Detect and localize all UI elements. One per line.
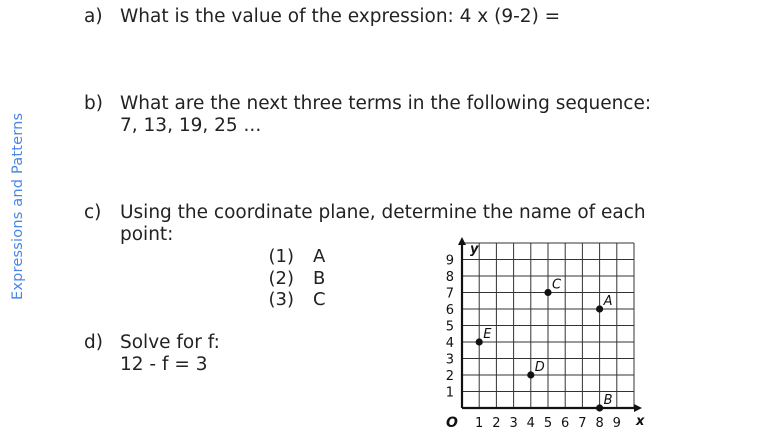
point-c xyxy=(544,289,551,296)
option-letter: A xyxy=(313,246,326,267)
point-label: B xyxy=(603,393,613,408)
point-label: A xyxy=(603,294,613,309)
section-title: Expressions and Patterns xyxy=(10,112,26,300)
axes xyxy=(458,237,642,412)
y-axis-label: y xyxy=(470,242,479,257)
y-tick-label: 1 xyxy=(445,385,454,401)
point-label: C xyxy=(552,277,562,293)
point-a xyxy=(596,305,603,312)
option-item xyxy=(262,268,326,290)
point-d xyxy=(527,371,534,378)
point-options-list xyxy=(262,246,326,311)
question-text: What are the next three terms in the following sequence: xyxy=(120,93,652,114)
question-label: c) xyxy=(84,202,102,223)
y-tick-label: 5 xyxy=(445,319,454,335)
question-label: b) xyxy=(84,93,103,114)
option-number: (1) xyxy=(268,246,294,267)
sequence-text: 7, 13, 19, 25 ... xyxy=(120,115,262,136)
y-tick-label: 6 xyxy=(445,303,454,318)
y-tick-label: 4 xyxy=(445,336,454,351)
option-letter: C xyxy=(313,289,326,310)
equation-text: 12 - f = 3 xyxy=(120,354,208,375)
x-tick-label: 7 xyxy=(578,416,587,431)
x-tick-label: 8 xyxy=(595,416,604,431)
point-e xyxy=(476,338,483,345)
origin-label: O xyxy=(446,415,458,431)
question-label: a) xyxy=(84,6,103,27)
y-tick-label: 8 xyxy=(445,270,454,285)
x-tick-label: 6 xyxy=(561,416,570,431)
x-tick-label: 9 xyxy=(612,416,621,431)
y-tick-label: 7 xyxy=(445,286,454,302)
question-text: Solve for f: xyxy=(120,332,220,353)
x-tick-label: 1 xyxy=(475,416,484,431)
x-tick-label: 3 xyxy=(509,416,518,431)
y-tick-label: 9 xyxy=(445,253,454,269)
question-text: What is the value of the expression: 4 x (9-2) = xyxy=(120,6,561,27)
grid-lines xyxy=(462,243,634,408)
point-label: D xyxy=(534,360,545,375)
x-tick-label: 4 xyxy=(526,416,535,431)
question-text: Using the coordinate plane, determine the name of each xyxy=(120,202,646,223)
x-axis-label: x xyxy=(636,414,645,429)
question-label: d) xyxy=(84,332,103,353)
tick-labels xyxy=(446,242,645,431)
x-tick-label: 2 xyxy=(492,416,501,431)
option-number: (2) xyxy=(268,267,294,289)
point-b xyxy=(596,404,603,411)
y-tick-label: 3 xyxy=(445,352,454,368)
point-label: E xyxy=(483,327,492,342)
y-tick-label: 2 xyxy=(445,369,454,384)
x-tick-label: 5 xyxy=(543,416,553,431)
option-number: (3) xyxy=(268,289,294,310)
option-item xyxy=(262,246,326,268)
option-item xyxy=(262,289,326,311)
question-text-cont: point: xyxy=(120,224,174,245)
coordinate-plane xyxy=(440,235,650,432)
option-letter: B xyxy=(313,267,326,289)
